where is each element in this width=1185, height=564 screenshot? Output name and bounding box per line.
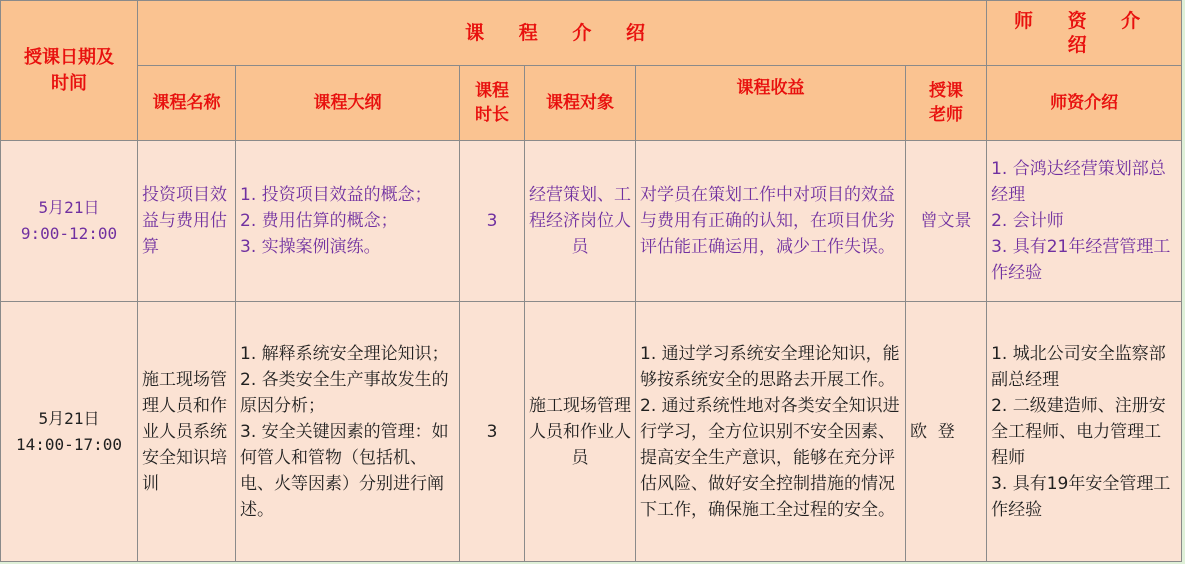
table-row [1, 141, 1182, 302]
outline-item: 2. 费用估算的概念； [240, 211, 398, 231]
profile-item: 1. 合鸿达经营策划部总经理 [991, 159, 1166, 205]
date-time-cell[interactable] [1, 302, 138, 562]
outline-item: 3. 实操案例演练。 [240, 237, 381, 257]
date-time-header[interactable]: 授课日期及时间 [1, 1, 138, 141]
course-intro-header[interactable]: 课 程 介 绍 [138, 1, 987, 66]
profile-item: 2. 二级建造师、注册安全工程师、电力管理工程师 [991, 395, 1166, 468]
outline-cell[interactable] [236, 141, 460, 302]
teacher-intro-header[interactable]: 师 资 介 绍 [987, 1, 1182, 66]
date-time-cell[interactable] [1, 141, 138, 302]
outline-item: 1. 解释系统安全理论知识； [240, 343, 449, 364]
profile-item: 2. 会计师 [991, 211, 1064, 231]
course-date: 5月21日 [38, 408, 100, 428]
profile-item: 1. 城北公司安全监察部副总经理 [991, 343, 1166, 390]
benefit-cell[interactable] [636, 302, 906, 562]
benefit-header[interactable]: 课程收益 [636, 66, 906, 141]
course-date: 5月21日 [38, 198, 100, 217]
profile-item: 3. 具有21年经营管理工作经验 [991, 237, 1171, 283]
benefit-item: 2. 通过系统性地对各类安全知识进行学习，全方位识别不安全因素、提高安全生产意识，能够在充分评估风险、做好安全控制措施的情况下工作，确保施工全过程的安全。 [640, 395, 900, 520]
course-time: 14:00-17:00 [16, 434, 122, 454]
duration-cell[interactable]: 3 [460, 141, 525, 302]
course-time: 9:00-12:00 [20, 224, 118, 243]
audience-header[interactable]: 课程对象 [525, 66, 636, 141]
course-name-cell[interactable]: 投资项目效益与费用估算 [138, 141, 236, 302]
audience-cell[interactable]: 经营策划、工程经济岗位人员 [525, 141, 636, 302]
outline-item: 3. 安全关键因素的管理：如何管人和管物（包括机、电、火等因素）分别进行阐述。 [240, 421, 449, 520]
duration-cell[interactable]: 3 [460, 302, 525, 562]
outline-item: 1. 投资项目效益的概念； [240, 185, 432, 205]
teacher-header[interactable]: 授课老师 [906, 66, 987, 141]
benefit-item: 1. 通过学习系统安全理论知识，能够按系统安全的思路去开展工作。 [640, 343, 900, 390]
teacher-profile-cell[interactable] [987, 141, 1182, 302]
audience-cell[interactable]: 施工现场管理人员和作业人员 [525, 302, 636, 562]
profile-item: 3. 具有19年安全管理工作经验 [991, 473, 1171, 520]
benefit-cell[interactable]: 对学员在策划工作中对项目的效益与费用有正确的认知，在项目优劣评估能正确运用，减少工作失误。 [636, 141, 906, 302]
outline-header[interactable]: 课程大纲 [236, 66, 460, 141]
table-row [1, 302, 1182, 562]
duration-header[interactable]: 课程时长 [460, 66, 525, 141]
teacher-profile-cell[interactable] [987, 302, 1182, 562]
outline-item: 2. 各类安全生产事故发生的原因分析； [240, 369, 449, 416]
teacher-cell[interactable]: 曾文景 [906, 141, 987, 302]
teacher-cell[interactable]: 欧 登 [906, 302, 987, 562]
teacher-profile-header[interactable]: 师资介绍 [987, 66, 1182, 141]
course-name-cell[interactable]: 施工现场管理人员和作业人员系统安全知识培训 [138, 302, 236, 562]
outline-cell[interactable] [236, 302, 460, 562]
course-name-header[interactable]: 课程名称 [138, 66, 236, 141]
